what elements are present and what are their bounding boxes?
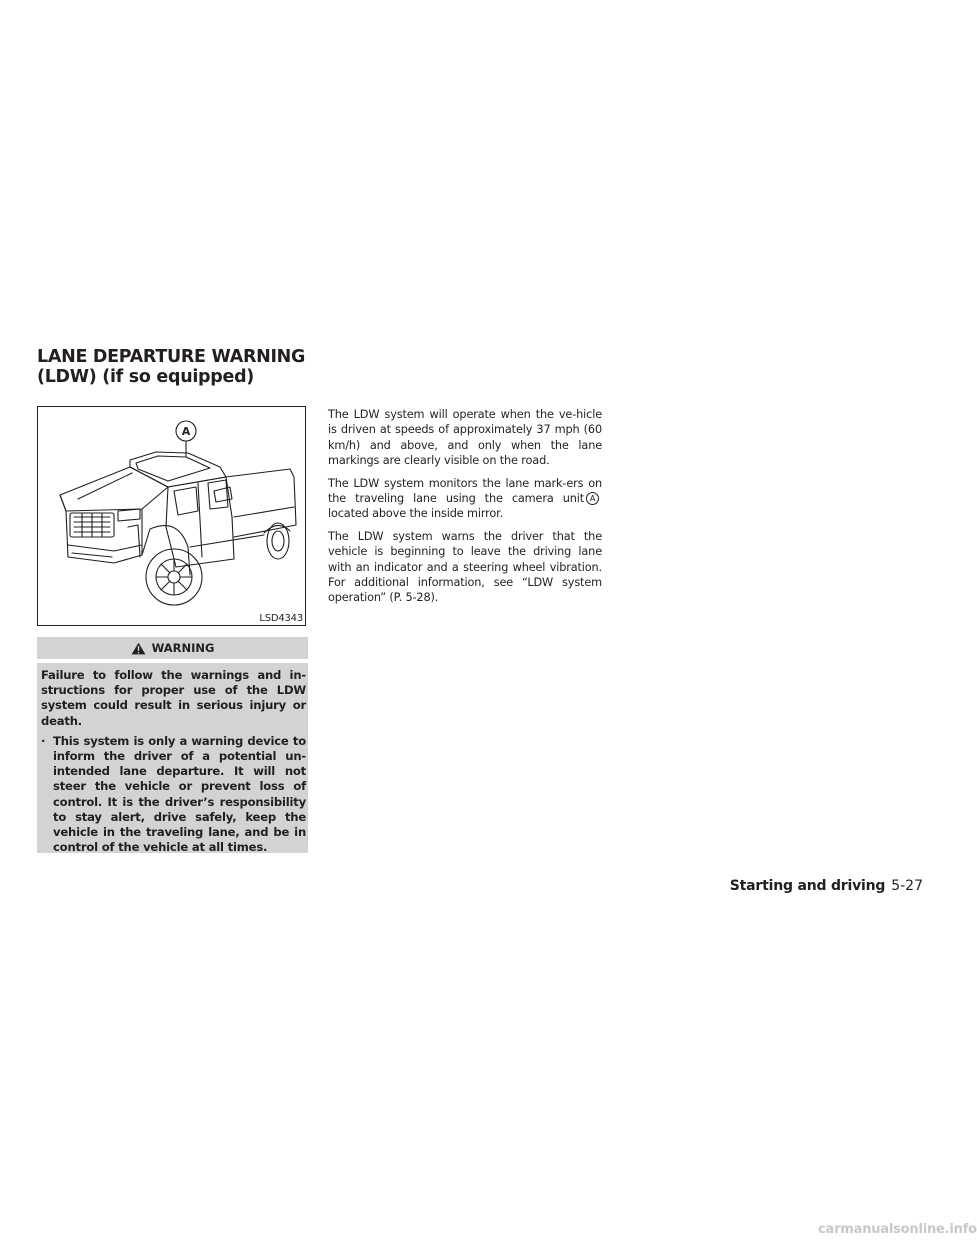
body-text [328, 407, 602, 613]
warning-bullet [41, 734, 306, 856]
warning-divider [37, 659, 308, 663]
warning-body [41, 668, 306, 855]
warning-triangle-icon [131, 642, 146, 655]
section-title: LANE DEPARTURE WARNING (LDW) (if so equipped) [37, 347, 306, 387]
truck-illustration [38, 407, 305, 625]
paragraph-monitoring-end: located above the inside mirror. [328, 507, 504, 521]
camera-marker-icon: A [586, 492, 599, 505]
warning-intro: Failure to follow the warnings and in-structions for proper use of the LDW system could result in serious injury or death. [41, 668, 306, 728]
figure-code: LSD4343 [259, 613, 303, 624]
watermark: carmanualsonline.info [818, 1222, 977, 1237]
page-number: 5-27 [891, 878, 923, 894]
paragraph-warning: The LDW system warns the driver that the vehicle is beginning to leave the driving lane with an indicator and a steering wheel vibration. For additional information, see “LDW system operation” (P. 5-28). [328, 529, 602, 605]
warning-header [37, 637, 308, 659]
chapter-title: Starting and driving [729, 878, 886, 894]
warning-bullet-text: This system is only a warning device to inform the driver of a potential un-intended lane departure. It will not steer the vehicle or prevent loss of control. It is the driver’s responsibility to stay alert, drive safely, keep the vehicle in the traveling lane, and be in control of the vehicle at all times. [53, 733, 306, 855]
bullet-dot-icon: · [41, 733, 46, 748]
paragraph-monitoring [328, 476, 602, 522]
callout-label: A [181, 425, 191, 438]
warning-label: WARNING [151, 641, 215, 655]
warning-box [37, 637, 308, 853]
paragraph-monitoring-start: The LDW system monitors the lane mark-ers on the traveling lane using the camera unit [328, 476, 602, 506]
page-footer [730, 878, 923, 894]
paragraph-operation: The LDW system will operate when the ve-hicle is driven at speeds of approximately 37 mph (60 km/h) and above, and only when the lane markings are clearly visible on the road. [328, 408, 602, 468]
truck-figure [37, 406, 306, 626]
